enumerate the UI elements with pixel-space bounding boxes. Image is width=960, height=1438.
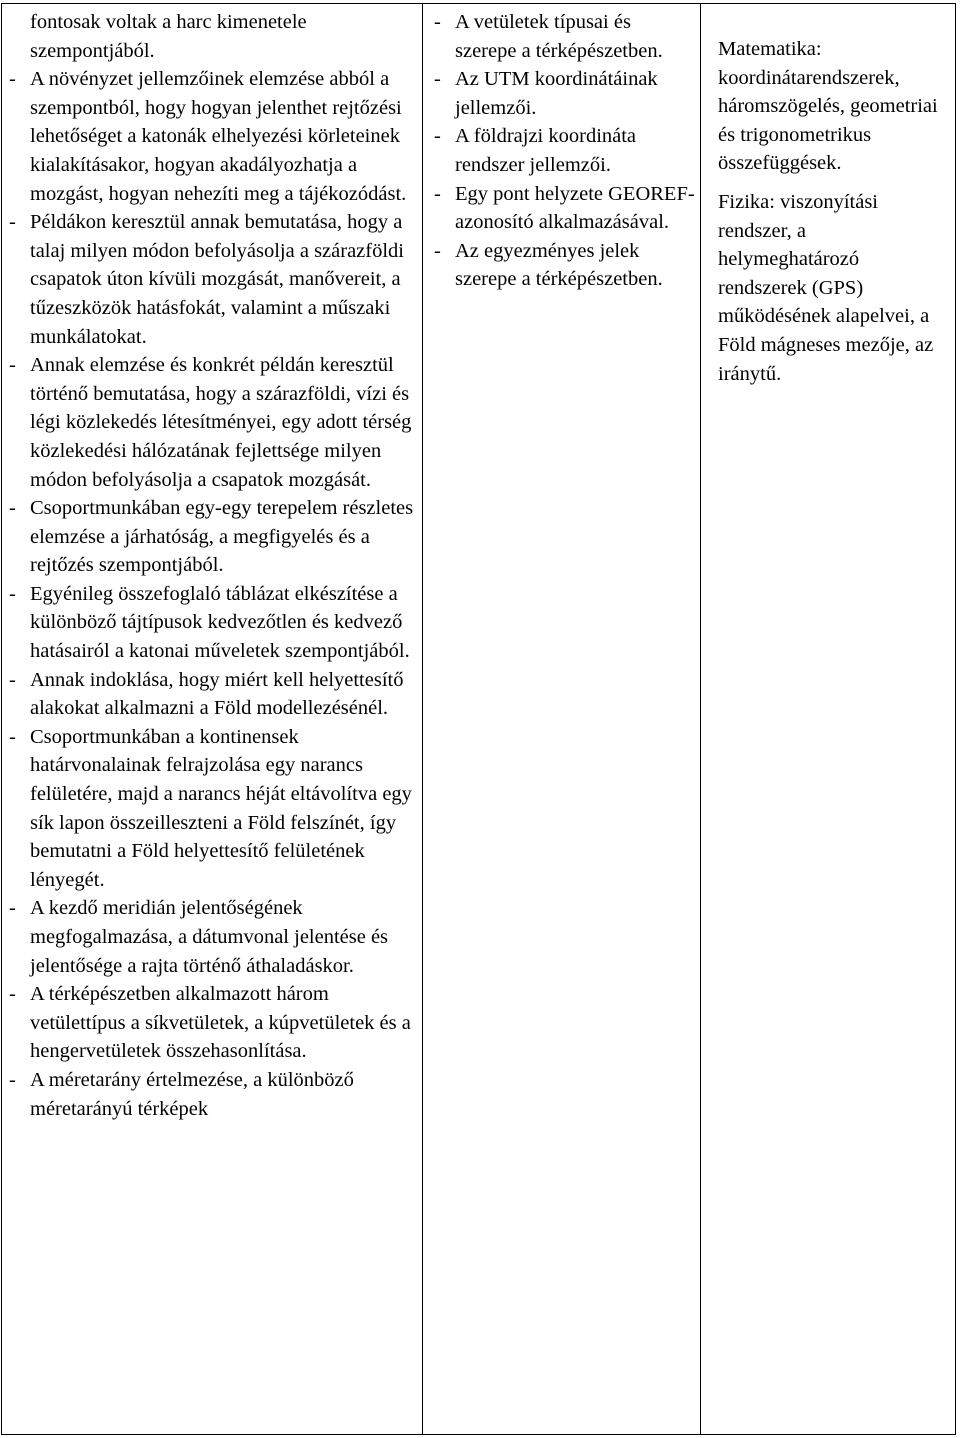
list-item-text: Az egyezményes jelek szerepe a térképészetben.: [455, 239, 663, 291]
list-item: [9, 1066, 416, 1123]
list-item: [9, 65, 416, 208]
dash-bullet: -: [434, 239, 441, 262]
dash-bullet: -: [9, 668, 16, 691]
list-item: [9, 494, 416, 580]
list-item-text: Egy pont helyzete GEOREF-azonosító alkalmazásával.: [455, 182, 695, 234]
list-item-text: Annak elemzése és konkrét példán keresztül történő bemutatása, hogy a szárazföldi, vízi és légi közlekedés létesítményei, egy adott térség közlekedési hálózatának fejlettsége milyen módon befolyásolja a csapatok mozgását.: [30, 354, 412, 491]
list-item: [9, 580, 416, 666]
dash-bullet: -: [9, 497, 16, 520]
content-column: [423, 4, 701, 1434]
list-item-text: A növényzet jellemzőinek elemzése abból a szempontból, hogy hogyan jelenthet rejtőzési lehetőséget a katonák elhelyezési körleteinek kialakításakor, hogyan akadályozhatja a mozgást, hogyan nehezíti meg a tájékozódást.: [30, 68, 407, 205]
dash-bullet: -: [9, 725, 16, 748]
physics-connection-text: Fizika: viszonyítási rendszer, a helymeghatározó rendszerek (GPS) működésének alapelvei, a Föld mágneses mezője, az iránytű.: [718, 190, 934, 385]
dash-bullet: -: [9, 983, 16, 1006]
dash-bullet: -: [9, 68, 16, 91]
continuation-text: fontosak voltak a harc kimenetele szempontjából.: [30, 11, 307, 62]
dash-bullet: -: [9, 897, 16, 920]
list-item-text: A vetületek típusai és szerepe a térképészetben.: [455, 11, 663, 62]
list-item-text: A méretarány értelmezése, a különböző méretarányú térképek: [30, 1068, 354, 1120]
list-item-text: Példákon keresztül annak bemutatása, hogy a talaj milyen módon befolyásolja a szárazföldi csapatok úton kívüli mozgását, manővereit, a tűzeszközök hatásfokát, valamint a műszaki munkálatokat.: [30, 211, 404, 348]
dash-bullet: -: [434, 68, 441, 91]
dash-bullet: -: [434, 125, 441, 148]
list-item-text: Egyénileg összefoglaló táblázat elkészítése a különböző tájtípusok kedvezőtlen és kedvező hatásairól a katonai műveletek szempontjából.: [30, 582, 410, 663]
dash-bullet: -: [9, 354, 16, 377]
list-item-text: Annak indoklása, hogy miért kell helyettesítő alakokat alkalmazni a Föld modellezésénél.: [30, 668, 404, 720]
dash-bullet: -: [9, 1068, 16, 1091]
list-item: [434, 122, 696, 179]
list-item: [9, 208, 416, 351]
connections-column: [701, 4, 955, 1434]
dash-bullet: -: [434, 11, 441, 33]
list-item: [434, 180, 696, 237]
list-item-text: A földrajzi koordináta rendszer jellemzői.: [455, 125, 637, 176]
list-item-text: A kezdő meridián jelentőségének megfogalmazása, a dátumvonal jelentése és jelentősége a rajta történő áthaladáskor.: [30, 897, 389, 977]
list-item: [9, 666, 416, 723]
list-item: [9, 894, 416, 980]
list-item: [9, 351, 416, 494]
dash-bullet: -: [9, 211, 16, 234]
list-item: [434, 65, 696, 122]
table: [1, 3, 956, 1435]
list-item-text: Csoportmunkában a kontinensek határvonalainak felrajzolása egy narancs felületére, majd a narancs héját eltávolítva egy sík lapon összeilleszteni a Föld felszínét, így bemutatni a Föld helyettesítő felületének lényegét.: [30, 725, 412, 891]
list-item: [9, 980, 416, 1066]
list-item: [434, 237, 696, 294]
activities-column: [2, 4, 423, 1434]
list-item-text: A térképészetben alkalmazott három vetülettípus a síkvetületek, a kúpvetületek és a hengervetületek összehasonlítása.: [30, 983, 411, 1063]
list-item-text: Az UTM koordinátáinak jellemzői.: [455, 68, 658, 119]
dash-bullet: -: [434, 182, 441, 205]
math-connection-text: Matematika: koordinátarendszerek, háromszögelés, geometriai és trigonometrikus összefüggések.: [718, 38, 938, 175]
list-item-text: Csoportmunkában egy-egy terepelem részletes elemzése a járhatóság, a megfigyelés és a rejtőzés szempontjából.: [30, 497, 414, 577]
dash-bullet: -: [9, 582, 16, 605]
list-item: [9, 723, 416, 895]
list-item: [434, 8, 696, 65]
